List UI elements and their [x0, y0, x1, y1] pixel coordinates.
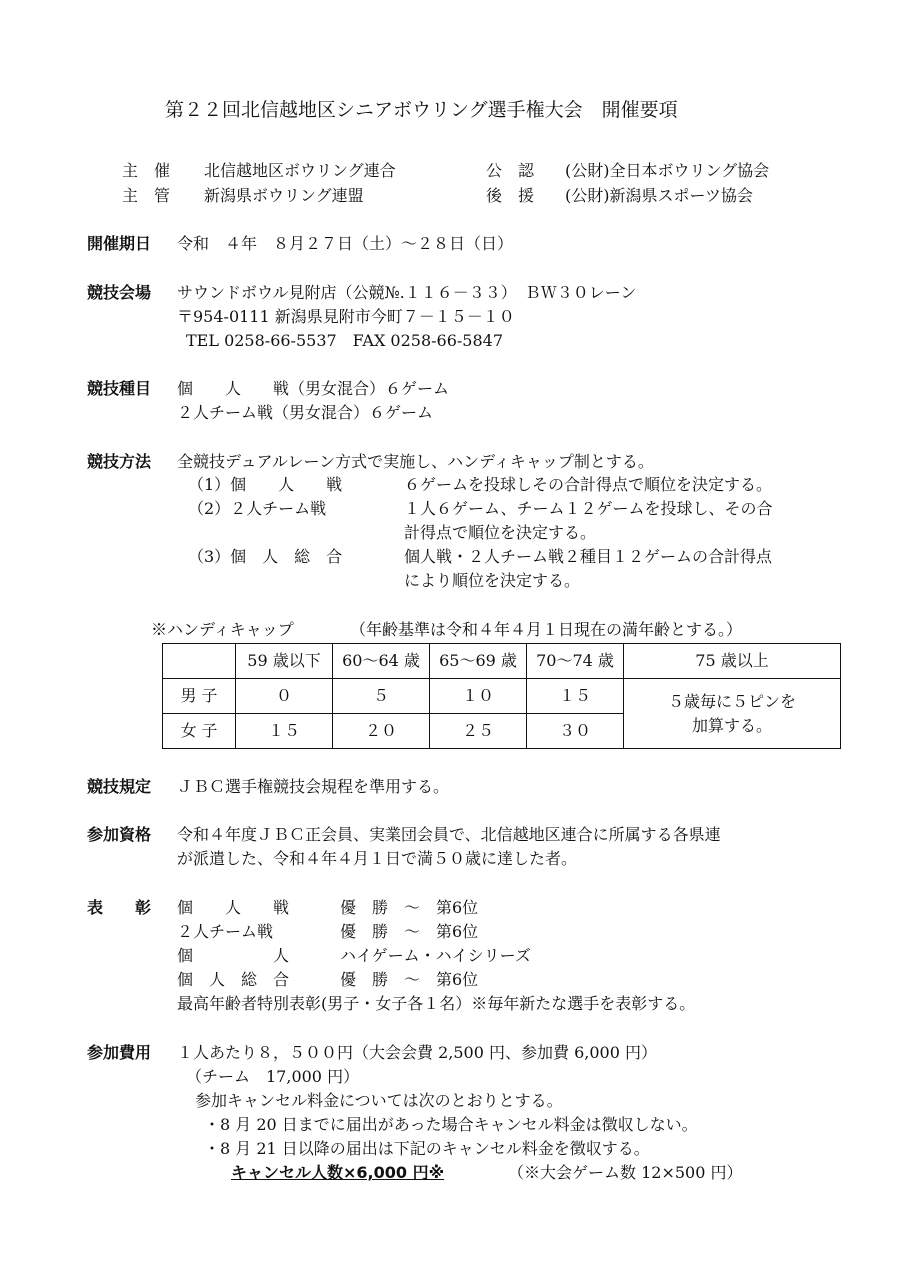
venue-phone: TEL 0258-66-5537 FAX 0258-66-5847 — [186, 331, 504, 350]
fees-line4: ・8 月 20 日までに届出があった場合キャンセル料金は徴収しない。 — [204, 1115, 698, 1134]
rules-label: 競技規定 — [87, 777, 152, 796]
method-item2-label: （2）２人チーム戦 — [188, 499, 327, 518]
fees-label: 参加費用 — [87, 1043, 152, 1062]
table-cell: ０ — [236, 679, 333, 714]
method-item3-label: （3）個 人 総 合 — [188, 547, 343, 566]
venue-line1: サウンドボウル見附店（公競№.１１６－３３） ＢＷ３０レーン — [177, 283, 637, 302]
method-intro: 全競技デュアルレーン方式で実施し、ハンディキャップ制とする。 — [177, 452, 654, 471]
manager-value: 新潟県ボウリング連盟 — [204, 186, 364, 205]
award-left: 個 人 — [177, 946, 290, 965]
method-item1-text: ６ゲームを投球しその合計得点で順位を決定する。 — [404, 475, 773, 494]
events-line1: 個 人 戦（男女混合）６ゲーム — [177, 379, 450, 398]
table-header-cell: 70～74 歳 — [527, 644, 624, 679]
eligibility-label: 参加資格 — [87, 825, 152, 844]
host-label: 主 催 — [122, 161, 171, 180]
fees-line2: （チーム 17,000 円） — [186, 1067, 360, 1086]
award-left: ２人チーム戦 — [177, 922, 274, 941]
events-line2: ２人チーム戦（男女混合）６ゲーム — [177, 403, 434, 422]
award-right: ハイゲーム・ハイシリーズ — [340, 946, 531, 965]
table-header-row — [163, 644, 841, 679]
method-item1-label: （1）個 人 戦 — [188, 475, 343, 494]
approval-label: 公 認 — [486, 161, 535, 180]
cancel-note: （※大会ゲーム数 12×500 円） — [508, 1163, 743, 1182]
method-label: 競技方法 — [87, 452, 152, 471]
support-value: (公財)新潟県スポーツ協会 — [565, 186, 753, 205]
eligibility-line2: が派遣した、令和４年４月１日で満５０歳に達した者。 — [177, 849, 578, 868]
method-item3-text2: により順位を決定する。 — [404, 571, 581, 590]
over75-line1: ５歳毎に５ピンを — [667, 691, 796, 711]
row-label: 男 子 — [163, 679, 236, 714]
cancel-formula: キャンセル人数×6,000 円※ — [231, 1163, 445, 1182]
award-right: 優 勝 ～ 第6位 — [340, 922, 479, 941]
row-label: 女 子 — [163, 714, 236, 749]
fees-line5: ・8 月 21 日以降の届出は下記のキャンセル料金を徴収する。 — [204, 1139, 650, 1158]
table-header-cell: 75 歳以上 — [624, 644, 841, 679]
over75-cell — [624, 679, 841, 749]
award-left: 個 人 総 合 — [177, 970, 290, 989]
award-special: 最高年齢者特別表彰(男子・女子各１名）※毎年新たな選手を表彰する。 — [177, 994, 696, 1013]
eligibility-line1: 令和４年度ＪＢＣ正会員、実業団会員で、北信越地区連合に所属する各県連 — [177, 825, 721, 844]
table-cell: ２５ — [430, 714, 527, 749]
award-left: 個 人 戦 — [177, 898, 290, 917]
events-label: 競技種目 — [87, 379, 152, 398]
manager-label: 主 管 — [122, 186, 171, 205]
method-item2-text1: １人６ゲーム、チーム１２ゲームを投球し、その合 — [404, 499, 773, 518]
table-cell: １５ — [527, 679, 624, 714]
handicap-table — [162, 643, 841, 749]
rules-value: ＪＢＣ選手権競技会規程を準用する。 — [177, 777, 450, 796]
table-header-cell: 59 歳以下 — [236, 644, 333, 679]
fees-line1: １人あたり８，５００円（大会会費 2,500 円、参加費 6,000 円） — [177, 1043, 657, 1062]
approval-value: (公財)全日本ボウリング協会 — [565, 161, 770, 180]
handicap-note: （年齢基準は令和４年４月１日現在の満年齢とする。） — [350, 620, 743, 639]
method-item2-text2: 計得点で順位を決定する。 — [404, 523, 597, 542]
support-label: 後 援 — [486, 186, 535, 205]
handicap-heading: ※ハンディキャップ — [151, 620, 294, 639]
dates-label: 開催期日 — [87, 234, 152, 253]
award-right: 優 勝 ～ 第6位 — [340, 970, 479, 989]
table-cell: ２０ — [333, 714, 430, 749]
host-value: 北信越地区ボウリング連合 — [204, 161, 396, 180]
award-right: 優 勝 ～ 第6位 — [340, 898, 479, 917]
table-row-male — [163, 679, 841, 714]
table-header-cell: 60～64 歳 — [333, 644, 430, 679]
method-item3-text1: 個人戦・２人チーム戦２種目１２ゲームの合計得点 — [404, 547, 773, 566]
table-cell: １５ — [236, 714, 333, 749]
table-cell: ５ — [333, 679, 430, 714]
awards-label: 表 彰 — [87, 898, 152, 917]
table-cell: ３０ — [527, 714, 624, 749]
table-header-cell — [163, 644, 236, 679]
venue-label: 競技会場 — [87, 283, 152, 302]
page-title: 第２２回北信越地区シニアボウリング選手権大会 開催要項 — [165, 99, 678, 121]
dates-value: 令和 ４年 ８月２７日（土）～２８日（日） — [177, 234, 514, 253]
venue-address: 〒954-0111 新潟県見附市今町７－１５－１０ — [177, 307, 515, 326]
fees-line3: 参加キャンセル料金については次のとおりとする。 — [195, 1091, 563, 1110]
table-cell: １０ — [430, 679, 527, 714]
table-header-cell: 65～69 歳 — [430, 644, 527, 679]
over75-line2: 加算する。 — [691, 715, 772, 735]
